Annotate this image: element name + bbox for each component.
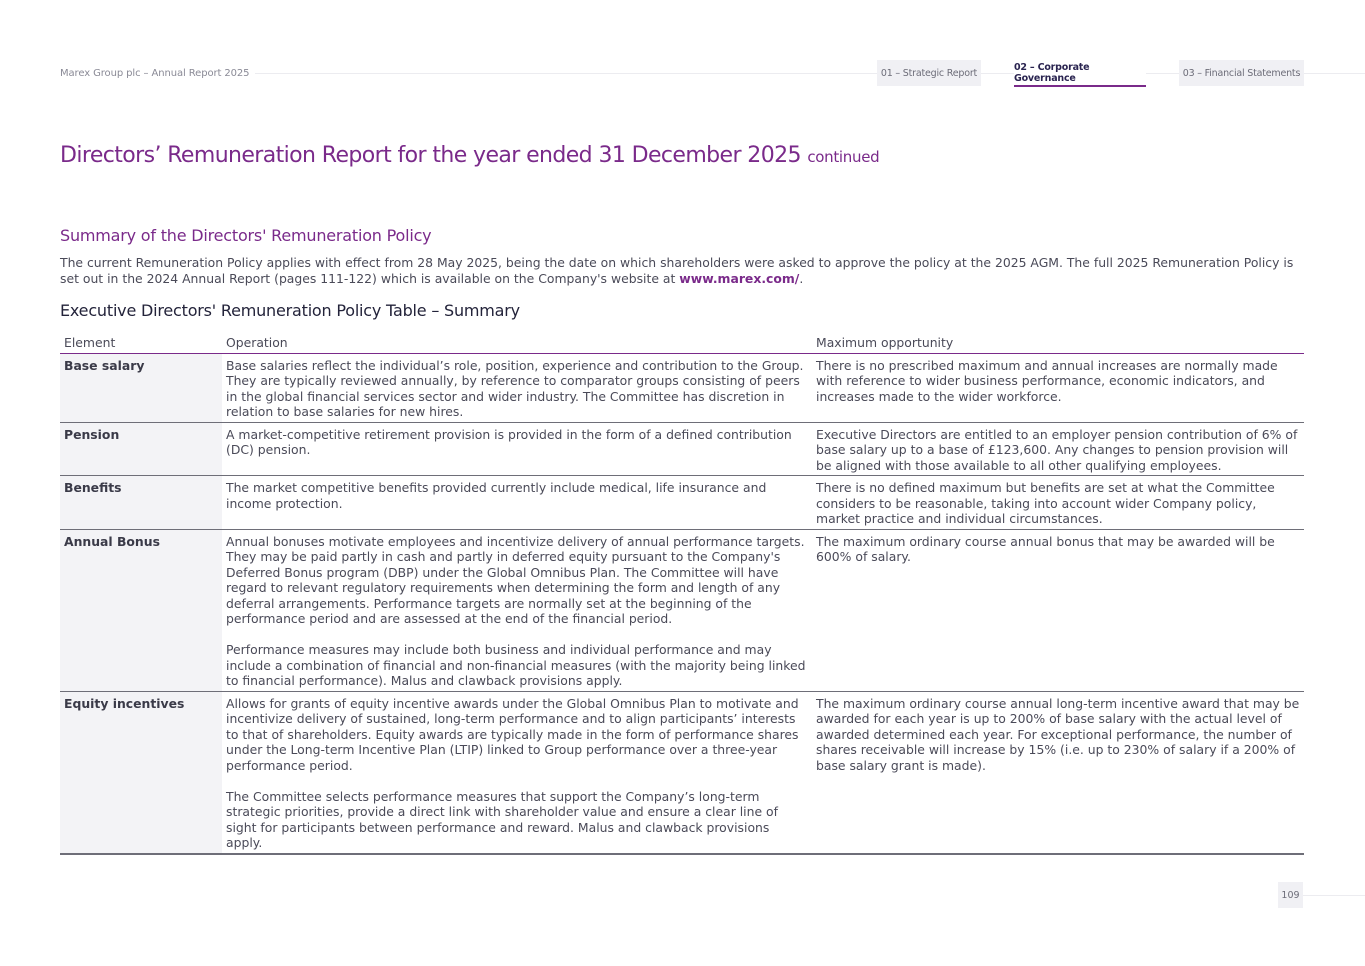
page-title <box>60 143 879 168</box>
element-cell: Benefits <box>60 476 222 530</box>
operation-cell <box>222 529 812 691</box>
table-row <box>60 476 1304 530</box>
maximum-cell: There is no defined maximum but benefits are set at what the Committee considers to be reasonable, taking into account wider Company policy, market practice and individual circumstances. <box>812 476 1304 530</box>
element-cell: Pension <box>60 422 222 476</box>
page-title-main: Directors’ Remuneration Report for the year ended 31 December 2025 <box>60 143 801 168</box>
website-link[interactable]: www.marex.com/ <box>679 270 800 286</box>
maximum-cell: The maximum ordinary course annual bonus that may be awarded will be 600% of salary. <box>812 529 1304 691</box>
operation-cell <box>222 476 812 530</box>
tab-financial-statements[interactable]: 03 – Financial Statements <box>1179 60 1304 86</box>
operation-text: A market-competitive retirement provision is provided in the form of a defined contribution (DC) pension. <box>226 426 792 457</box>
maximum-cell: The maximum ordinary course annual long-term incentive award that may be awarded for each year is up to 200% of base salary with the actual level of awarded determined each year. For exceptional performance, the number of shares receivable will increase by 15% (i.e. up to 230% of salary if a 200% of base salary grant is made). <box>812 691 1304 854</box>
table-heading: Executive Directors' Remuneration Policy Table – Summary <box>60 301 520 320</box>
operation-text: Allows for grants of equity incentive awards under the Global Omnibus Plan to motivate and incentivize delivery of sustained, long-term performance and to align participants’ interests to that of shareholders. Equity awards are typically made in the form of performance shares under the Long-term Incentive Plan (LTIP) linked to Group performance over a three-year performance period. <box>226 695 799 773</box>
operation-cell <box>222 422 812 476</box>
column-header-element: Element <box>60 333 222 353</box>
table-header-row <box>60 333 1304 353</box>
operation-text: Base salaries reflect the individual’s role, position, experience and contribution to the Group. They are typically reviewed annually, by reference to comparator groups consisting of peers in the global financial services sector and wider industry. The Committee has discretion in relation to base salaries for new hires. <box>226 357 804 419</box>
table-row <box>60 422 1304 476</box>
page-number: 109 <box>1278 882 1303 908</box>
intro-end: . <box>799 270 804 286</box>
tab-strategic-report[interactable]: 01 – Strategic Report <box>877 60 981 86</box>
table-row <box>60 529 1304 691</box>
footer-rule <box>1303 895 1365 896</box>
column-header-maximum: Maximum opportunity <box>812 333 1304 353</box>
operation-text: The market competitive benefits provided currently include medical, life insurance and income protection. <box>226 480 767 511</box>
table-row <box>60 353 1304 422</box>
operation-text: Annual bonuses motivate employees and incentivize delivery of annual performance targets. They may be paid partly in cash and partly in deferred equity pursuant to the Company's Deferred Bonus program (DBP) under the Global Omnibus Plan. The Committee will have regard to relevant regulatory requirements when determining the form and length of any deferral arrangements. Performance targets are normally set at the beginning of the performance period and are assessed at the end of the financial period. <box>226 533 805 626</box>
element-cell: Base salary <box>60 353 222 422</box>
maximum-cell: Executive Directors are entitled to an employer pension contribution of 6% of base salary up to a base of £123,600. Any changes to pension provision will be aligned with those available to all other qualifying employees. <box>812 422 1304 476</box>
element-cell: Equity incentives <box>60 691 222 854</box>
report-name: Marex Group plc – Annual Report 2025 <box>60 68 250 79</box>
element-cell: Annual Bonus <box>60 529 222 691</box>
tab-corporate-governance[interactable]: 02 – Corporate Governance <box>1014 60 1146 87</box>
section-heading: Summary of the Directors' Remuneration Policy <box>60 226 432 245</box>
column-header-operation: Operation <box>222 333 812 353</box>
intro-paragraph <box>60 255 1310 286</box>
operation-text: The Committee selects performance measures that support the Company’s long-term strategic priorities, provide a direct link with shareholder value and ensure a clear line of sight for participants between performance and reward. Malus and clawback provisions apply. <box>226 788 778 850</box>
page-title-suffix: continued <box>807 148 880 166</box>
operation-cell <box>222 691 812 854</box>
operation-cell <box>222 353 812 422</box>
maximum-cell: There is no prescribed maximum and annual increases are normally made with reference to wider business performance, economic indicators, and increases made to the wider workforce. <box>812 353 1304 422</box>
policy-table <box>60 333 1304 855</box>
intro-text: The current Remuneration Policy applies with effect from 28 May 2025, being the date on which shareholders were asked to approve the policy at the 2025 AGM. The full 2025 Remuneration Policy is set out in the 2024 Annual Report (pages 111-122) which is available on the Company's website at <box>60 255 1294 286</box>
table-row <box>60 691 1304 854</box>
operation-text: Performance measures may include both business and individual performance and may include a combination of financial and non-financial measures (with the majority being linked to financial performance). Malus and clawback provisions apply. <box>226 642 806 688</box>
